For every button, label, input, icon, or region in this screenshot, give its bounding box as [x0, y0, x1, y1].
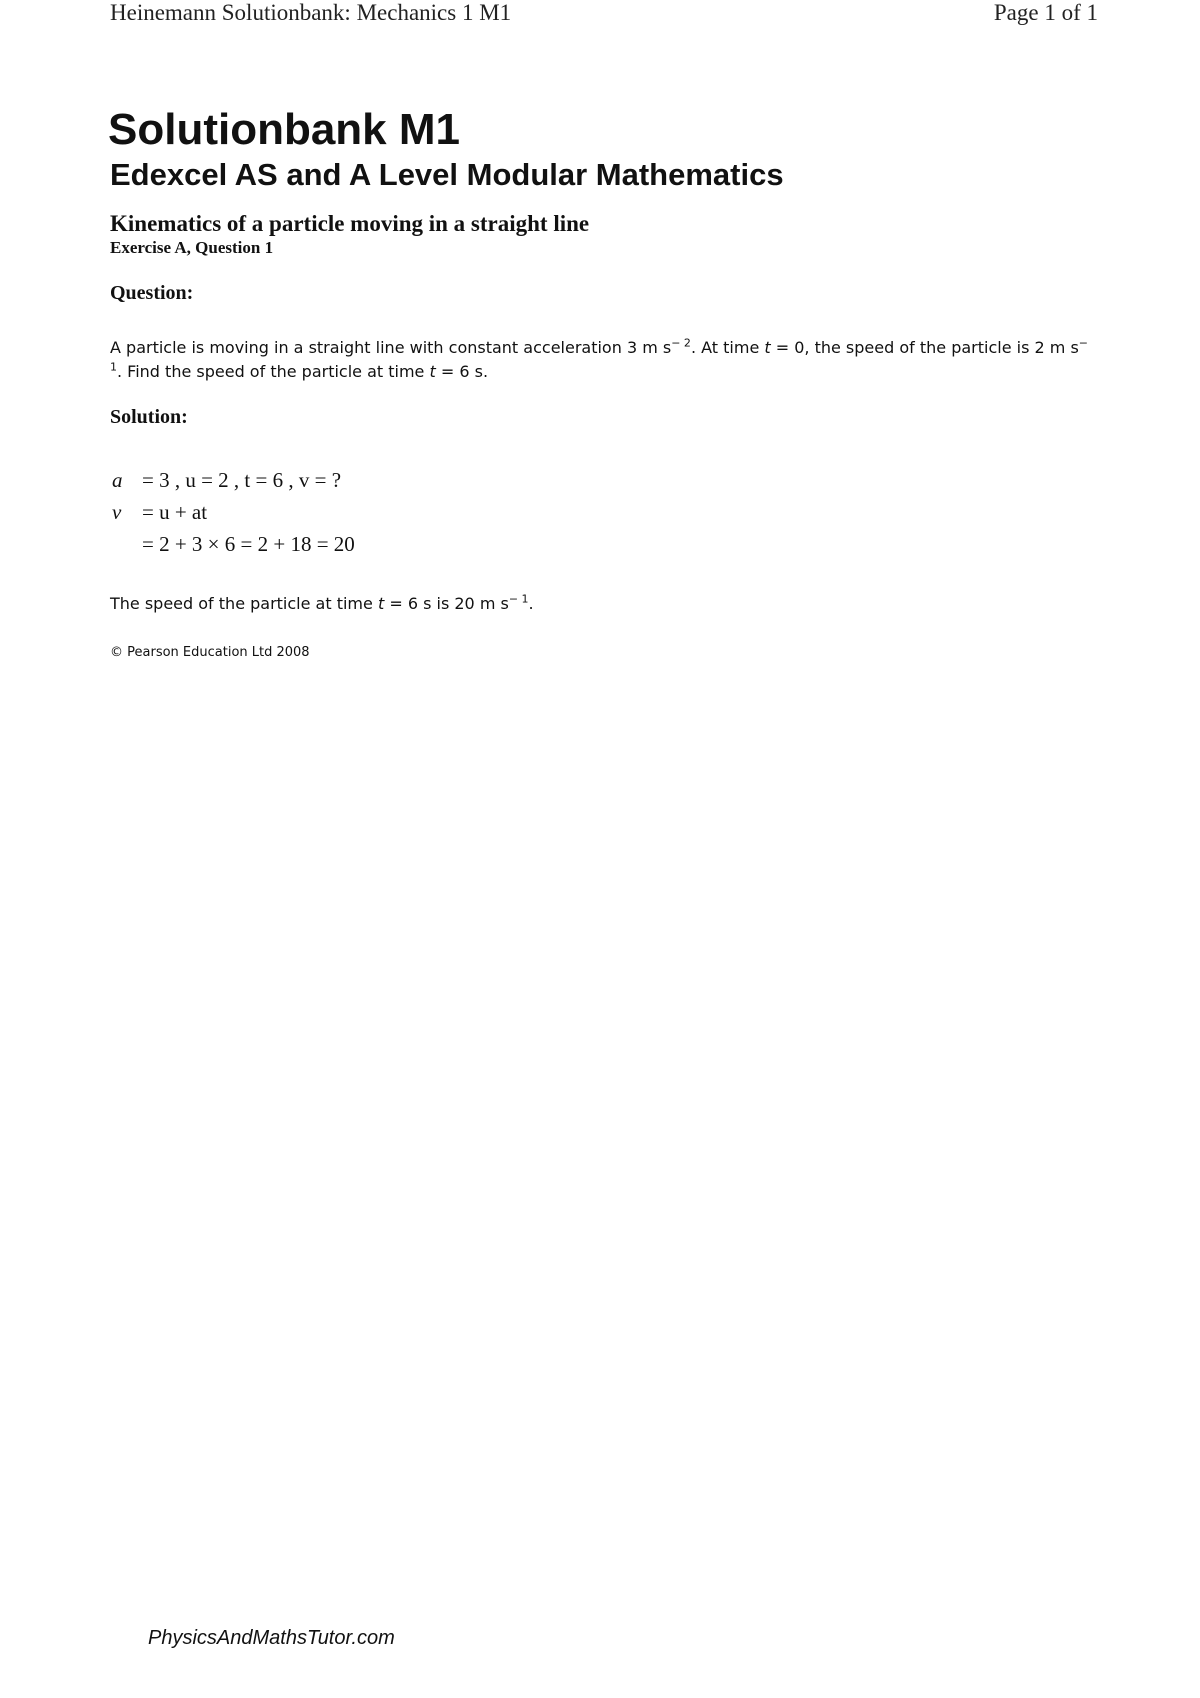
equation-row: = 2 + 3 × 6 = 2 + 18 = 20: [142, 532, 355, 556]
page-subtitle: Edexcel AS and A Level Modular Mathematics: [110, 157, 784, 192]
solution-equations: [112, 464, 355, 560]
question-label: Question:: [110, 282, 194, 304]
equation-row: a = 3 , u = 2 , t = 6 , v = ?: [112, 468, 342, 492]
print-header-title: Heinemann Solutionbank: Mechanics 1 M1: [110, 0, 512, 25]
copyright-notice: © Pearson Education Ltd 2008: [110, 645, 310, 660]
page-title: Solutionbank M1: [108, 105, 460, 154]
solution-conclusion: The speed of the particle at time t = 6 s is 20 m $s^{- 1}$.: [110, 592, 534, 613]
equation-row: v = u + at: [112, 500, 208, 524]
solution-label: Solution:: [110, 406, 188, 428]
exercise-label: Exercise A, Question 1: [110, 238, 274, 257]
print-header-page-number: Page 1 of 1: [993, 0, 1098, 25]
section-heading: Kinematics of a particle moving in a straight line: [110, 211, 590, 236]
footer-website: PhysicsAndMathsTutor.com: [148, 1627, 395, 1649]
question-text: A particle is moving in a straight line with constant acceleration 3 m $s^{- 2}$. At time t = 0, the speed of the particle is 2 m $s^{- 1}$. Find the speed of the particle at time t = 6 s.: [110, 336, 1088, 381]
